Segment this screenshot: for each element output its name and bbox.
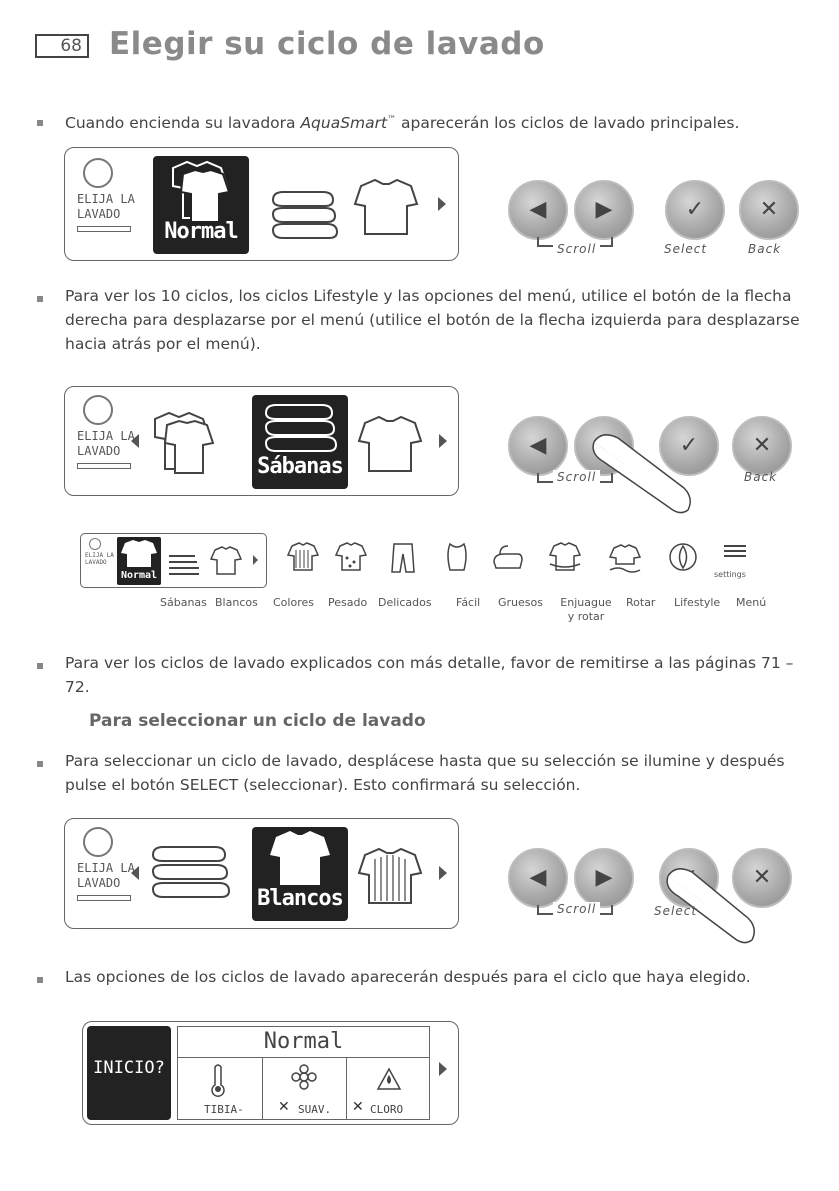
strip-label-enjuague-rotar: Enjuague y rotar	[560, 596, 612, 623]
scroll-left-button[interactable]: ◀	[508, 416, 568, 476]
options-panel	[177, 1026, 430, 1120]
paragraph-options: Las opciones de los ciclos de lavado aparecerán después para el ciclo que haya elegido.	[65, 968, 751, 986]
strip-label-facil: Fácil	[456, 596, 481, 609]
selected-cycle-normal: Normal	[153, 156, 249, 254]
start-prompt: INICIO?	[87, 1026, 171, 1120]
back-button[interactable]: ✕	[739, 180, 799, 240]
shirts-icon	[147, 407, 227, 477]
soil-label: SUAV.	[298, 1103, 332, 1116]
delicates-icon	[440, 540, 474, 574]
bullet	[37, 296, 43, 302]
lcd-display-2	[64, 386, 459, 496]
select-label: Select	[654, 904, 698, 918]
temp-label: TIBIA-	[204, 1103, 244, 1116]
scroll-left-button[interactable]: ◀	[508, 848, 568, 908]
lcd-options-display	[82, 1021, 459, 1125]
lifestyle-icon	[666, 540, 700, 574]
next-arrow-icon	[253, 555, 258, 565]
back-button[interactable]: ✕	[732, 416, 792, 476]
choose-cycle-indicator: ELIJA LA LAVADO	[77, 158, 135, 232]
prev-arrow-icon	[131, 866, 139, 880]
bulky-icon	[548, 540, 582, 574]
scroll-left-button[interactable]: ◀	[508, 180, 568, 240]
page-title: Elegir su ciclo de lavado	[109, 26, 545, 62]
bullet	[37, 977, 43, 983]
whites-shirt-icon	[286, 540, 320, 574]
next-arrow-icon	[439, 866, 447, 880]
scroll-label: Scroll	[553, 470, 600, 484]
next-arrow-icon	[439, 1062, 447, 1076]
thermometer-icon	[208, 1063, 228, 1097]
strip-label-gruesos: Gruesos	[498, 596, 543, 609]
page-number: 68	[35, 34, 89, 58]
selected-cycle-sabanas: Sábanas	[252, 395, 348, 489]
easy-care-icon	[490, 540, 524, 574]
strip-label-blancos: Blancos	[215, 596, 258, 609]
section-subheading: Para seleccionar un ciclo de lavado	[89, 711, 426, 731]
soil-level-icon	[290, 1063, 318, 1091]
choose-cycle-indicator: ELIJA LA LAVADO	[77, 827, 135, 901]
scroll-right-button[interactable]: ▶	[574, 180, 634, 240]
sheets-icon	[252, 395, 348, 459]
cycle-icon	[83, 158, 113, 188]
bleach-icon	[374, 1065, 404, 1093]
paragraph-intro: Cuando encienda su lavadora AquaSmart™ aparecerán los ciclos de lavado principales.	[65, 114, 740, 133]
soil-off-icon: ✕	[278, 1099, 290, 1115]
strip-label-colores: Colores	[273, 596, 314, 609]
choose-cycle-indicator: ELIJA LA LAVADO	[77, 395, 135, 469]
selected-cycle-blancos: Blancos	[252, 827, 348, 921]
lcd-display-1	[64, 147, 459, 261]
back-label: Back	[748, 242, 782, 256]
lcd-display-3	[64, 818, 459, 929]
select-label: Select	[664, 242, 708, 256]
striped-shirt-icon	[355, 845, 425, 907]
settings-label: settings	[714, 570, 746, 579]
bullet	[37, 120, 43, 126]
sheets-icon	[167, 550, 201, 578]
bleach-off-icon: ✕	[352, 1099, 364, 1115]
next-arrow-icon	[439, 434, 447, 448]
lcd-strip-display	[80, 533, 267, 588]
scroll-right-button[interactable]: ▶	[574, 848, 634, 908]
rinse-spin-icon	[608, 540, 642, 574]
strip-label-rotar: Rotar	[626, 596, 656, 609]
cycle-icon	[83, 395, 113, 425]
strip-selected-normal: Normal	[117, 537, 161, 585]
shirt-icon	[252, 827, 348, 891]
back-label: Back	[744, 470, 778, 484]
strip-choose-indicator: ELIJA LA LAVADO	[85, 538, 114, 566]
select-button[interactable]: ✓	[665, 180, 725, 240]
strip-label-delicados: Delicados	[378, 596, 432, 609]
sheets-icon	[149, 841, 233, 907]
bleach-label: CLORO	[370, 1103, 404, 1116]
settings-menu-icon	[718, 536, 752, 570]
strip-label-pesado: Pesado	[328, 596, 368, 609]
shirt-icon	[209, 544, 243, 578]
prev-arrow-icon	[131, 434, 139, 448]
sheets-icon	[269, 186, 339, 242]
cycle-icon	[83, 827, 113, 857]
bullet	[37, 663, 43, 669]
next-arrow-icon	[438, 197, 446, 211]
shirts-icon	[153, 156, 249, 226]
colors-shirt-icon	[334, 540, 368, 574]
shirt-icon	[351, 176, 421, 238]
paragraph-details: Para ver los ciclos de lavado explicados con más detalle, favor de remitirse a las páginas 71 – 72.	[65, 654, 794, 696]
scroll-label: Scroll	[553, 902, 600, 916]
bullet	[37, 761, 43, 767]
strip-label-sabanas: Sábanas	[160, 596, 207, 609]
scroll-label: Scroll	[553, 242, 600, 256]
strip-label-lifestyle: Lifestyle	[674, 596, 721, 609]
back-button[interactable]: ✕	[732, 848, 792, 908]
select-button[interactable]: ✓	[659, 416, 719, 476]
options-cycle-name: Normal	[263, 1029, 344, 1054]
shirt-icon	[355, 413, 425, 475]
heavy-jeans-icon	[386, 540, 420, 574]
strip-label-menu: Menú	[736, 596, 767, 609]
paragraph-select: Para seleccionar un ciclo de lavado, desplácese hasta que su selección se ilumine y después pulse el botón SELECT (seleccionar). Esto confirmará su selección.	[65, 752, 785, 794]
paragraph-scroll: Para ver los 10 ciclos, los ciclos Lifestyle y las opciones del menú, utilice el botón de la flecha derecha para desplazarse por el menú (utilice el botón de la flecha izquierda para desplazarse hacia atrás por el menú).	[65, 287, 800, 353]
